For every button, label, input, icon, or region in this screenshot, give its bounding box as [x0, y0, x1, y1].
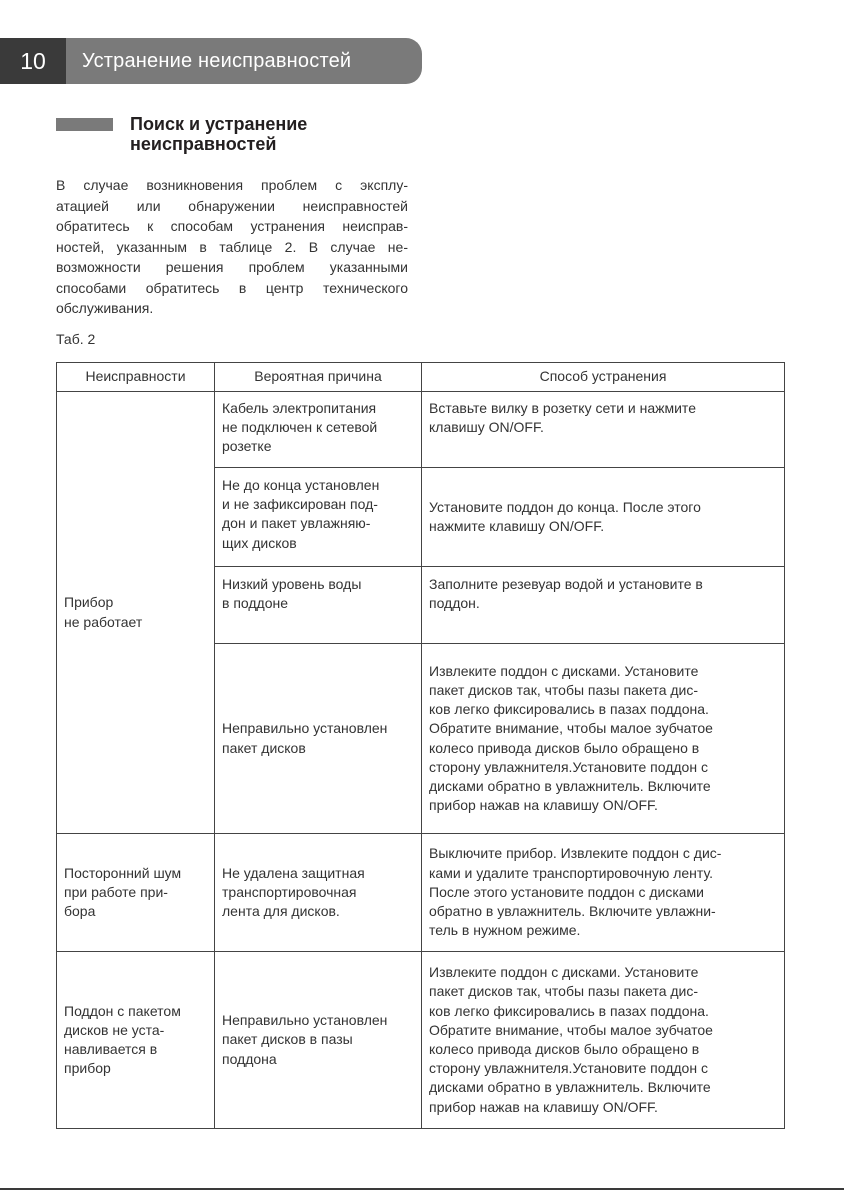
cause-cell: [215, 644, 422, 834]
table-row: [57, 392, 785, 468]
intro-line: обратитесь к способам устранения неисправ-: [56, 218, 408, 234]
remedy-line: ками и удалите транспортировочную ленту.: [429, 864, 713, 881]
fault-line: не работает: [64, 613, 143, 630]
remedy-line: Обратите внимание, чтобы малое зубчатое: [429, 720, 713, 737]
cause-cell: [215, 392, 422, 468]
header-title: Устранение неисправностей: [82, 50, 352, 72]
section-marker-bar: [56, 118, 113, 131]
intro-line: ностей, указанным в таблице 2. В случае не-: [56, 238, 408, 255]
remedy-line: прибор нажав на клавишу ON/OFF.: [429, 797, 658, 814]
cause-cell: [215, 834, 422, 952]
cause-line: поддона: [222, 1050, 277, 1067]
fault-line: дисков не уста-: [64, 1021, 165, 1038]
cause-cell: [215, 468, 422, 567]
cause-line: в поддоне: [222, 595, 289, 612]
section-title-line: Поиск и устранение: [130, 114, 308, 134]
fault-line: Поддон с пакетом: [64, 1002, 181, 1019]
fault-cell: [57, 952, 215, 1129]
remedy-line: пакет дисков так, чтобы пазы пакета дис-: [429, 681, 699, 698]
remedy-line: пакет дисков так, чтобы пазы пакета дис-: [429, 983, 699, 1000]
fault-cell: [57, 834, 215, 952]
remedy-line: поддон.: [429, 595, 480, 612]
remedy-line: нажмите клавишу ON/OFF.: [429, 518, 605, 534]
cause-line: пакет дисков в пазы: [222, 1031, 353, 1048]
section-title: [130, 114, 430, 154]
cause-line: Неправильно установлен: [222, 720, 388, 737]
intro-line: способами обратитесь в центр технического: [56, 279, 408, 296]
fault-line: прибор: [64, 1060, 111, 1077]
remedy-line: Установите поддон до конца. После этого: [429, 498, 701, 515]
cause-cell: [215, 952, 422, 1129]
intro-line: возможности решения проблем указанными: [56, 259, 408, 275]
fault-line: Прибор: [64, 594, 114, 611]
cause-line: Не до конца установлен: [222, 477, 380, 493]
column-header-fault: Неисправности: [57, 363, 215, 392]
remedy-line: сторону увлажнителя.Установите поддон с: [429, 758, 708, 775]
cause-line: Неправильно установлен: [222, 1012, 388, 1029]
fault-cell: [57, 392, 215, 834]
column-header-remedy: Способ устранения: [422, 363, 785, 392]
page-header: [0, 38, 422, 84]
cause-line: Кабель электропитания: [222, 400, 377, 416]
section-title-line: неисправностей: [130, 134, 277, 154]
cause-line: и не зафиксирован под-: [222, 496, 378, 513]
intro-line: В случае возникновения проблем с эксплу-: [56, 177, 408, 193]
remedy-line: дисками обратно в увлажнитель. Включите: [429, 777, 711, 794]
remedy-line: После этого установите поддон с дисками: [429, 883, 704, 900]
cause-line: транспортировочная: [222, 883, 357, 900]
remedy-line: ков легко фиксировались в пазах поддона.: [429, 1002, 709, 1019]
remedy-line: прибор нажав на клавишу ON/OFF.: [429, 1098, 658, 1115]
page-number: 10: [0, 38, 66, 84]
cause-line: пакет дисков: [222, 739, 306, 756]
bottom-rule: [0, 1188, 844, 1190]
remedy-line: Вставьте вилку в розетку сети и нажмите: [429, 400, 696, 416]
cause-line: Низкий уровень воды: [222, 576, 362, 592]
remedy-line: колесо привода дисков было обращено в: [429, 1041, 700, 1057]
intro-line: обслуживания.: [56, 300, 154, 316]
remedy-line: сторону увлажнителя.Установите поддон с: [429, 1060, 708, 1077]
intro-line: атацией или обнаружении неисправностей: [56, 197, 408, 214]
table-row: [57, 834, 785, 952]
remedy-cell: [422, 567, 785, 644]
cause-line: Не удалена защитная: [222, 864, 365, 881]
cause-line: не подключен к сетевой: [222, 419, 378, 436]
remedy-line: колесо привода дисков было обращено в: [429, 739, 700, 756]
remedy-line: Извлеките поддон с дисками. Установите: [429, 964, 699, 981]
remedy-cell: [422, 952, 785, 1129]
fault-line: бора: [64, 903, 96, 920]
remedy-line: ков легко фиксировались в пазах поддона.: [429, 701, 709, 718]
cause-line: щих дисков: [222, 534, 297, 551]
troubleshooting-table: [56, 362, 785, 1129]
fault-line: Посторонний шум: [64, 864, 182, 881]
remedy-line: дисками обратно в увлажнитель. Включите: [429, 1079, 711, 1096]
remedy-cell: [422, 468, 785, 567]
table-row: [57, 952, 785, 1129]
cause-line: дон и пакет увлажняю-: [222, 515, 371, 532]
fault-line: навливается в: [64, 1041, 158, 1057]
intro-paragraph: [56, 175, 408, 319]
remedy-line: Обратите внимание, чтобы малое зубчатое: [429, 1021, 713, 1038]
remedy-line: Заполните резевуар водой и установите в: [429, 576, 703, 592]
fault-line: при работе при-: [64, 883, 168, 900]
cause-line: лента для дисков.: [222, 903, 340, 920]
remedy-cell: [422, 644, 785, 834]
remedy-line: Извлеките поддон с дисками. Установите: [429, 662, 699, 679]
remedy-line: тель в нужном режиме.: [429, 922, 581, 939]
remedy-cell: [422, 834, 785, 952]
cause-cell: [215, 567, 422, 644]
table-label: Таб. 2: [56, 331, 96, 347]
table-header-row: [57, 363, 785, 392]
remedy-line: Выключите прибор. Извлеките поддон с дис-: [429, 845, 722, 862]
cause-line: розетке: [222, 438, 272, 455]
remedy-line: клавишу ON/OFF.: [429, 419, 544, 436]
column-header-cause: Вероятная причина: [215, 363, 422, 392]
remedy-line: обратно в увлажнитель. Включите увлажни-: [429, 903, 716, 920]
remedy-cell: [422, 392, 785, 468]
